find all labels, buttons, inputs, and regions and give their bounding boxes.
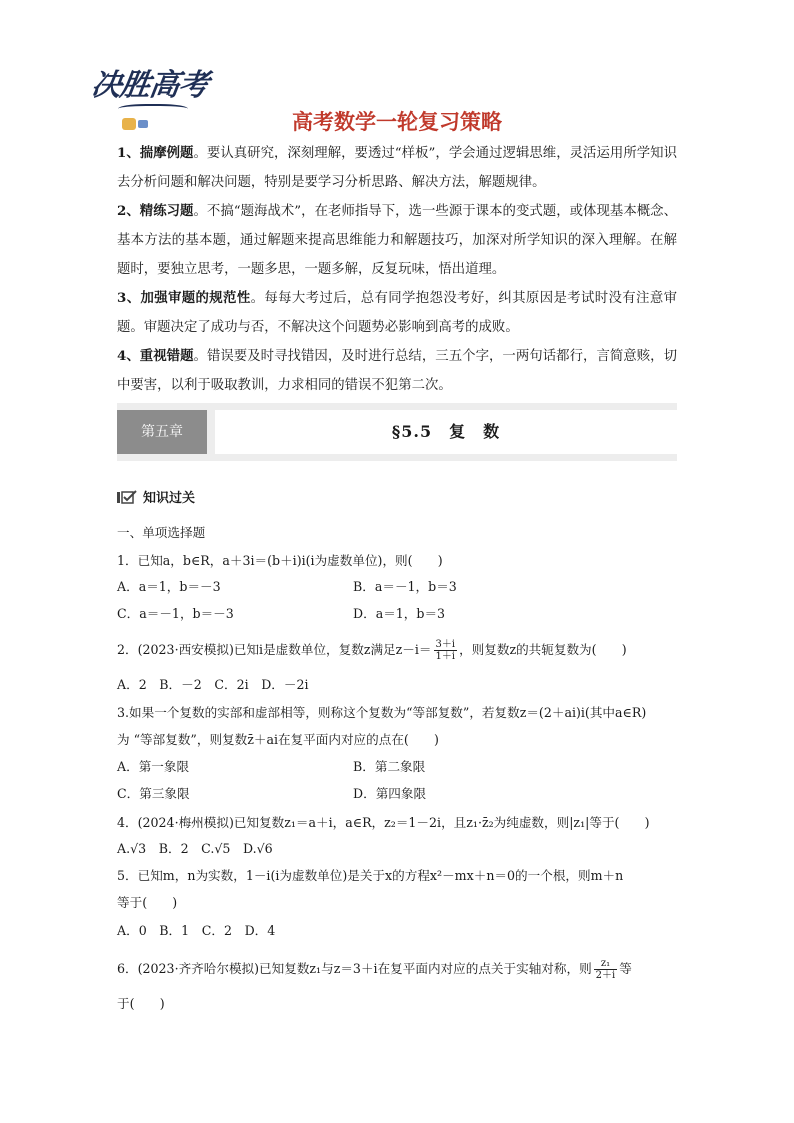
q5-options: A．0 B．1 C．2 D．4 [117, 923, 276, 938]
q6-stem-post: 等 [619, 961, 632, 976]
q6-stem [117, 958, 687, 981]
q1-option-d: D．a＝1，b＝3 [353, 606, 446, 621]
section-heading [117, 487, 195, 508]
q2-stem-pre: 2．(2023·西安模拟)已知i是虚数单位，复数z满足z－i＝ [117, 642, 432, 657]
q6-stem-pre: 6．(2023·齐齐哈尔模拟)已知复数z₁与z＝3＋i在复平面内对应的点关于实轴对称，则 [117, 961, 592, 976]
q1-options-row1 [117, 577, 687, 597]
q2-stem-post: ，则复数z的共轭复数为( ) [459, 642, 627, 657]
q1-option-c: C．a＝－1，b＝－3 [117, 606, 234, 621]
q5-line1: 5．已知m，n为实数，1－i(i为虚数单位)是关于x的方程x²－mx＋n＝0的一个根，则m＋n [117, 868, 624, 883]
q4-stem: 4．(2024·梅州模拟)已知复数z₁＝a＋i，a∈R，z₂＝1－2i，且z₁·z̄₂为纯虚数，则|z₁|等于( ) [117, 815, 650, 830]
strategy-4-body: 。错误要及时寻找错因，及时进行总结，三五个字，一两句话都行，言简意赅，切中要害，以利于吸取教训，力求相同的错误不犯第二次。 [117, 349, 677, 393]
q3-option-c: C．第三象限 [117, 786, 190, 801]
strategy-1-head: 1、揣摩例题 [117, 145, 194, 161]
q2-frac-den: 1＋i [435, 651, 456, 662]
q1-stem: 1．已知a，b∈R，a＋3i＝(b＋i)i(i为虚数单位)，则( ) [117, 553, 443, 568]
chapter-title-box [215, 410, 677, 454]
q1-option-b: B．a＝－1，b＝3 [353, 579, 457, 594]
chapter-tag: 第五章 [117, 410, 207, 454]
strategy-3-body: 。每每大考过后，总有同学抱怨没考好，纠其原因是考试时没有注意审题。审题决定了成功与否，不解决这个问题势必影响到高考的成败。 [117, 291, 677, 335]
strategy-3-head: 3、加强审题的规范性 [117, 290, 251, 306]
q3-line1: 3.如果一个复数的实部和虚部相等，则称这个复数为“等部复数”，若复数z＝(2＋ai)i(其中a∈R) [117, 705, 647, 720]
q3-options-row1 [117, 757, 687, 777]
q3-option-b: B．第二象限 [353, 759, 426, 774]
strategy-1 [117, 139, 677, 197]
strategy-2 [117, 197, 677, 284]
question-type-heading: 一、单项选择题 [117, 525, 206, 540]
checkbox-check-icon [117, 490, 137, 508]
strategy-4-head: 4、重视错题 [117, 348, 194, 364]
chapter-title: §5.5 复 数 [391, 422, 501, 441]
chapter-banner [117, 403, 677, 461]
q3-option-a: A．第一象限 [117, 759, 190, 774]
q2-options: A．2 B．－2 C．2i D．－2i [117, 677, 309, 692]
q2-fraction [434, 639, 458, 662]
q2-frac-num: 3＋i [435, 639, 456, 650]
q3-option-d: D．第四象限 [353, 786, 427, 801]
q4-options: A.√3 B．2 C.√5 D.√6 [117, 841, 273, 856]
page-title: 高考数学一轮复习策略 [292, 110, 502, 134]
strategy-3 [117, 284, 677, 342]
q2-stem [117, 639, 687, 662]
q6-frac-den: 2＋i [595, 970, 616, 981]
section-label: 知识过关 [143, 491, 196, 506]
strategy-2-body: 。不搞“题海战术”，在老师指导下，选一些源于课本的变式题，或体现基本概念、基本方法的基本题，通过解题来提高思维能力和解题技巧，加深对所学知识的深入理解。在解题时，要独立思考，一题多思，一题多解，反复玩味，悟出道理。 [117, 204, 677, 277]
q6-frac-num: z₁ [594, 958, 618, 970]
q6-line2: 于( ) [117, 996, 165, 1011]
q5-line2: 等于( ) [117, 895, 178, 910]
q3-line2: 为 “等部复数”，则复数z̄＋ai在复平面内对应的点在( ) [117, 732, 439, 747]
q6-fraction [594, 958, 618, 981]
strategy-2-head: 2、精练习题 [117, 203, 194, 219]
strategy-4 [117, 342, 677, 400]
strategy-1-body: 。要认真研究，深刻理解，要透过“样板”，学会通过逻辑思维，灵活运用所学知识去分析问题和解决问题，特别是要学习分析思路、解决方法，解题规律。 [117, 146, 677, 190]
logo-text: 决胜高考 [89, 68, 210, 103]
q1-options-row2 [117, 604, 687, 624]
q3-options-row2 [117, 784, 687, 804]
q1-option-a: A．a＝1，b＝－3 [117, 579, 221, 594]
